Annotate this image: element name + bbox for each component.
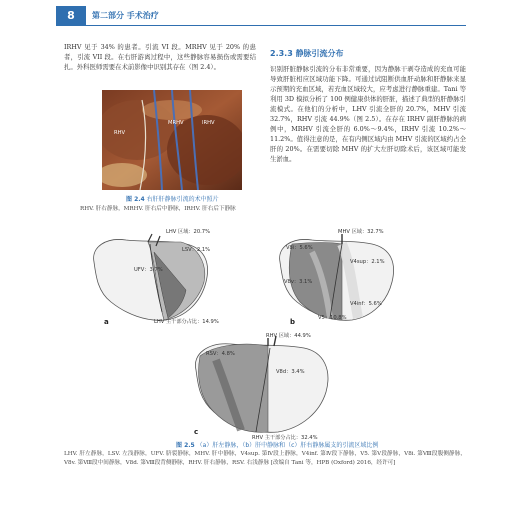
fig25-caption-number: 图 2.5: [176, 442, 195, 449]
panel-b-v8v-label: V8v：3.1%: [284, 279, 313, 285]
section-heading: 2.3.3 静脉引流分布: [270, 49, 344, 58]
part-title: 第二部分 手术治疗: [92, 11, 159, 20]
panel-b-v8i-label: V8i：5.6%: [286, 245, 313, 251]
panel-a-ufv-label: UFV：3.7%: [134, 267, 163, 273]
panel-c-rsv-label: RSV：4.8%: [206, 351, 235, 357]
panel-b-v4sup-label: V4sup：2.1%: [350, 259, 385, 265]
surgical-photo-graphic: [102, 90, 242, 190]
fig25-caption: [176, 440, 378, 449]
panel-c-letter: c: [194, 428, 199, 436]
fig25-caption-text: （a）肝左静脉，（b）肝中静脉和（c）肝右静脉属支的引流区域比例: [196, 442, 379, 449]
panel-b-v4inf-label: V4inf：5.6%: [350, 301, 382, 307]
panel-c-v8d-label: V8d：3.4%: [276, 369, 305, 375]
intraoperative-photo: [102, 90, 242, 190]
right-paragraph: 识别肝脏静脉引流的分布非常重要，因为静脉干剥夺造成的充血可能导致肝脏相应区域功能下降。可通过试阻断供血肝动脉和肝静脉来显示预期的充血区域，若充血区域较大，应考虑进行静脉重建。Tani 等利用 3D 模拟分析了 100 例健康供体的肝脏，描述了典型的肝静脉引流模式。在他们的分析中，LHV 引流全肝的 20.7%，MHV 引流 32.7%，RHV 引流 44.9%（图 2.5）。在存在 IRHV 副肝静脉的病例中，MRHV 引流全肝的 6.0%～9.4%，IRHV 引流 10.2%～11.2%。值得注意的是，在有内侧区域内由 MHV 引流的区域约占全肝的 20%。在需要切除 MHV 的扩大左肝切除术后，该区域可能发生淤血。: [270, 65, 466, 163]
panel-a-lhv-label: LHV 区域：20.7%: [166, 229, 211, 235]
panel-b-letter: b: [290, 318, 296, 326]
panel-a-letter: a: [104, 318, 109, 326]
photo-label-mrhv: MRHV: [168, 120, 184, 126]
panel-a-trunk-label: LHV 主干部分占比：14.9%: [154, 319, 219, 325]
fig24-caption: [126, 194, 219, 203]
fig24-caption-text: 右肝肝静脉引流的术中照片: [146, 196, 219, 203]
panel-b-v5-label: V5：10.8%: [318, 315, 347, 321]
page-header: [56, 6, 466, 26]
header-rule: [86, 25, 466, 26]
fig24-caption-number: 图 2.4: [126, 196, 145, 203]
photo-label-rhv: RHV: [114, 130, 126, 136]
panel-b-mhv-label: MHV 区域：32.7%: [338, 229, 384, 235]
page-number: 8: [56, 6, 86, 26]
fig24-subcaption: RHV. 肝右静脉，MRHV. 肝右后中静脉，IRHV. 肝右后下静脉: [80, 206, 236, 212]
book-page: [56, 6, 466, 514]
panel-c-rhv-label: RHV 区域：44.9%: [266, 333, 311, 339]
left-paragraph: IRHV 见于 34% 的患者。引流 VI 段。MRHV 见于 20% 的患者，引流 VII 段。在右肝游离过程中，这些静脉容易损伤或需要结扎。外科医师需要在术前影像中识别其存在（图 2.4）。: [64, 43, 256, 71]
panel-a-lsv-label: LSV：2.1%: [182, 247, 211, 253]
fig25-legend: LHV. 肝左静脉，LSV. 左浅静脉，UFV. 脐裂静脉，MHV. 肝中静脉，V4sup. 第Ⅳ段上静脉，V4inf. 第Ⅳ段下静脉，V5. 第Ⅴ段静脉，V8i. 第Ⅷ段腹侧静脉，V8v. 第Ⅷ段中间静脉，V8d. 第Ⅷ段背侧静脉，RHV. 肝右静脉，RSV. 右浅静脉 [改编自 Tani 等，HPB (Oxford) 2016，经许可]: [64, 451, 466, 466]
photo-label-irhv: IRHV: [202, 120, 215, 126]
panel-c-trunk-label: RHV 主干部分占比：32.4%: [252, 435, 318, 441]
